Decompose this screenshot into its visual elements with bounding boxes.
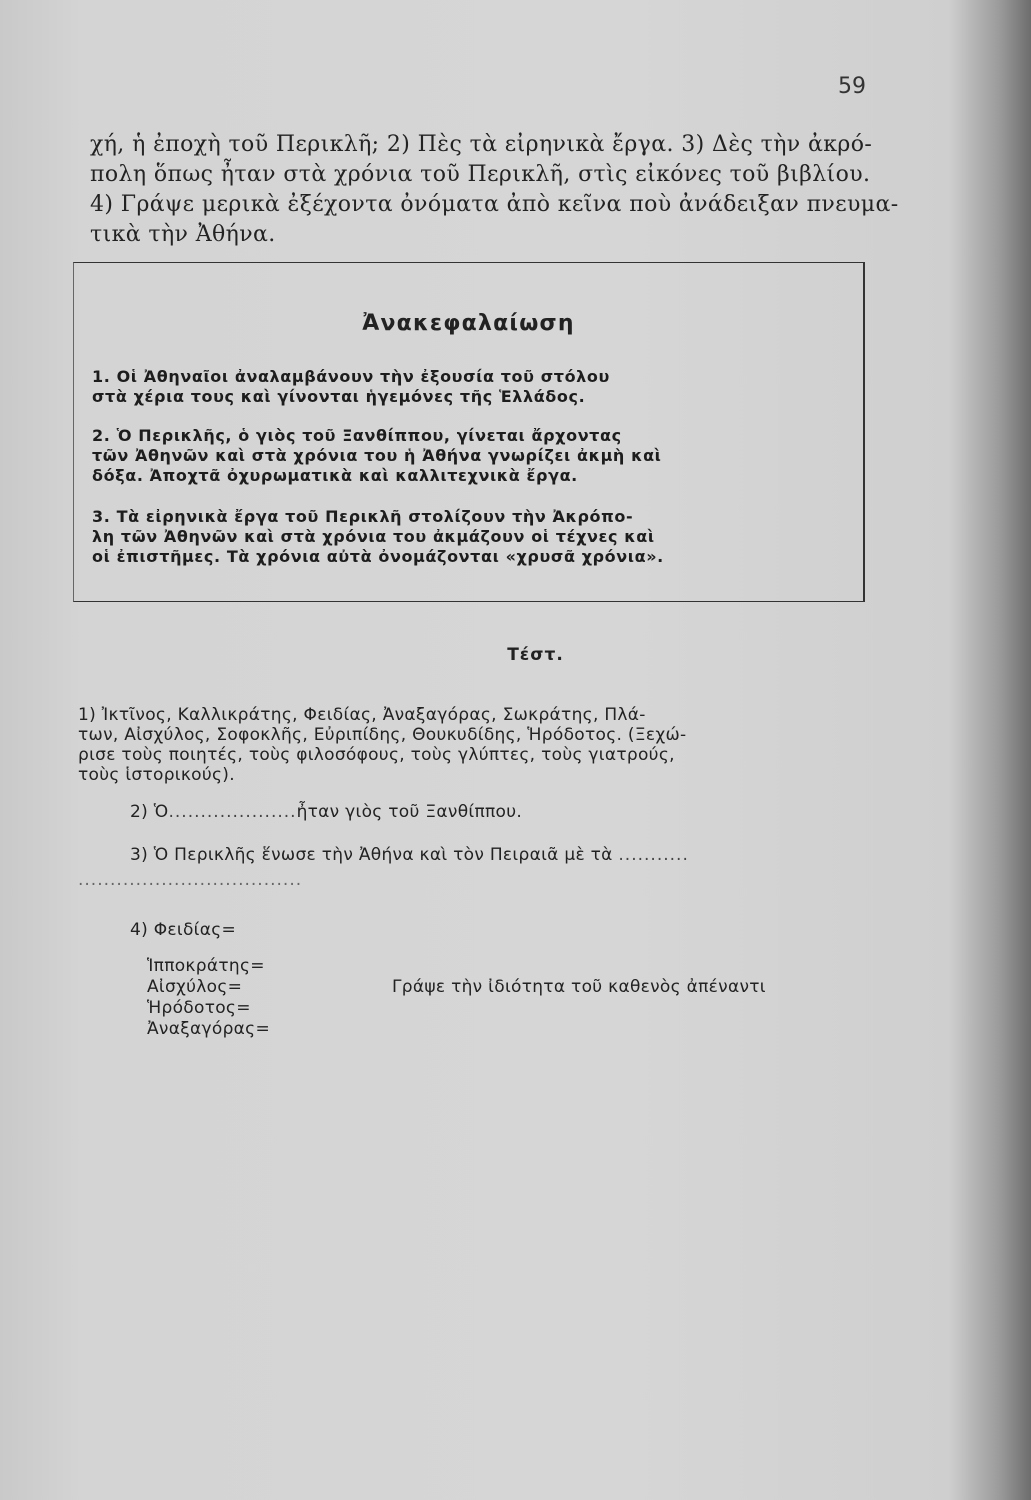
name-item: Ἱπποκράτης= [147, 956, 265, 976]
page-number: 59 [838, 74, 866, 99]
test-question-3 [130, 845, 689, 865]
name-item: Ἀναξαγόρας= [147, 1019, 270, 1039]
test-question-1 [78, 705, 878, 785]
summary-line: οἱ ἐπιστῆμες. Τὰ χρόνια αὐτὰ ὀνομάζονται «χρυσᾶ χρόνια». [92, 547, 664, 566]
summary-line: 1. Οἱ Ἀθηναῖοι ἀναλαμβάνουν τὴν ἐξουσία τοῦ στόλου [92, 367, 610, 386]
question-text: 3) Ὁ Περικλῆς ἕνωσε τὴν Ἀθήνα καὶ τὸν Πειραιᾶ μὲ τὰ [130, 845, 613, 865]
fill-in-blank-continued: ................................... [78, 870, 303, 890]
test-title: Τέστ. [507, 645, 564, 665]
test-question-4: 4) Φειδίας= [130, 920, 237, 940]
intro-line: τικὰ τὴν Ἀθήνα. [90, 222, 276, 247]
summary-line: τῶν Ἀθηνῶν καὶ στὰ χρόνια του ἡ Ἀθήνα γνωρίζει ἀκμὴ καὶ [92, 446, 662, 465]
intro-line: πολη ὅπως ἦταν στὰ χρόνια τοῦ Περικλῆ, στὶς εἰκόνες τοῦ βιβλίου. [90, 162, 871, 187]
summary-item-2 [92, 426, 847, 486]
summary-box [73, 262, 865, 602]
name-item: Αἰσχύλος= [147, 977, 243, 997]
question-line: 1) Ἰκτῖνος, Καλλικράτης, Φειδίας, Ἀναξαγόρας, Σωκράτης, Πλά- [78, 705, 646, 725]
summary-line: λη τῶν Ἀθηνῶν καὶ στὰ χρόνια του ἀκμάζουν οἱ τέχνες καὶ [92, 527, 655, 546]
intro-paragraph [90, 130, 899, 250]
instruction-text: Γράψε τὴν ἰδιότητα τοῦ καθενὸς ἀπέναντι [392, 977, 766, 997]
question-text: 2) Ὁ [130, 802, 169, 822]
summary-item-1 [92, 367, 847, 407]
summary-item-3 [92, 507, 847, 567]
summary-line: δόξα. Ἀποχτᾶ ὀχυρωματικὰ καὶ καλλιτεχνικὰ ἔργα. [92, 466, 578, 485]
question-line: ρισε τοὺς ποιητές, τοὺς φιλοσόφους, τοὺς γλύπτες, τοὺς γιατρούς, [78, 745, 675, 765]
summary-line: 2. Ὁ Περικλῆς, ὁ γιὸς τοῦ Ξανθίππου, γίνεται ἄρχοντας [92, 426, 622, 445]
summary-line: στὰ χέρια τους καὶ γίνονται ἡγεμόνες τῆς Ἑλλάδος. [92, 387, 586, 406]
summary-line: 3. Τὰ εἰρηνικὰ ἔργα τοῦ Περικλῆ στολίζουν τὴν Ἀκρόπο- [92, 507, 634, 526]
question-text: ἦταν γιὸς τοῦ Ξανθίππου. [296, 802, 523, 822]
fill-in-blank: .................... [168, 802, 297, 822]
question-line: των, Αἰσχύλος, Σοφοκλῆς, Εὐριπίδης, Θουκυδίδης, Ἡρόδοτος. (Ξεχώ- [78, 725, 687, 745]
name-item: Ἡρόδοτος= [147, 998, 251, 1018]
fill-in-blank: ........... [618, 845, 689, 865]
question-line: τοὺς ἱστορικούς). [78, 765, 235, 785]
intro-line: χή, ἡ ἐποχὴ τοῦ Περικλῆ; 2) Πὲς τὰ εἰρηνικὰ ἔργα. 3) Δὲς τὴν ἀκρό- [90, 132, 873, 157]
intro-line: 4) Γράψε μερικὰ ἐξέχοντα ὀνόματα ἀπὸ κεῖνα ποὺ ἀνάδειξαν πνευμα- [90, 192, 899, 217]
name-list [147, 956, 270, 1040]
test-question-2 [130, 802, 522, 822]
summary-title: Ἀνακεφαλαίωση [362, 311, 575, 336]
